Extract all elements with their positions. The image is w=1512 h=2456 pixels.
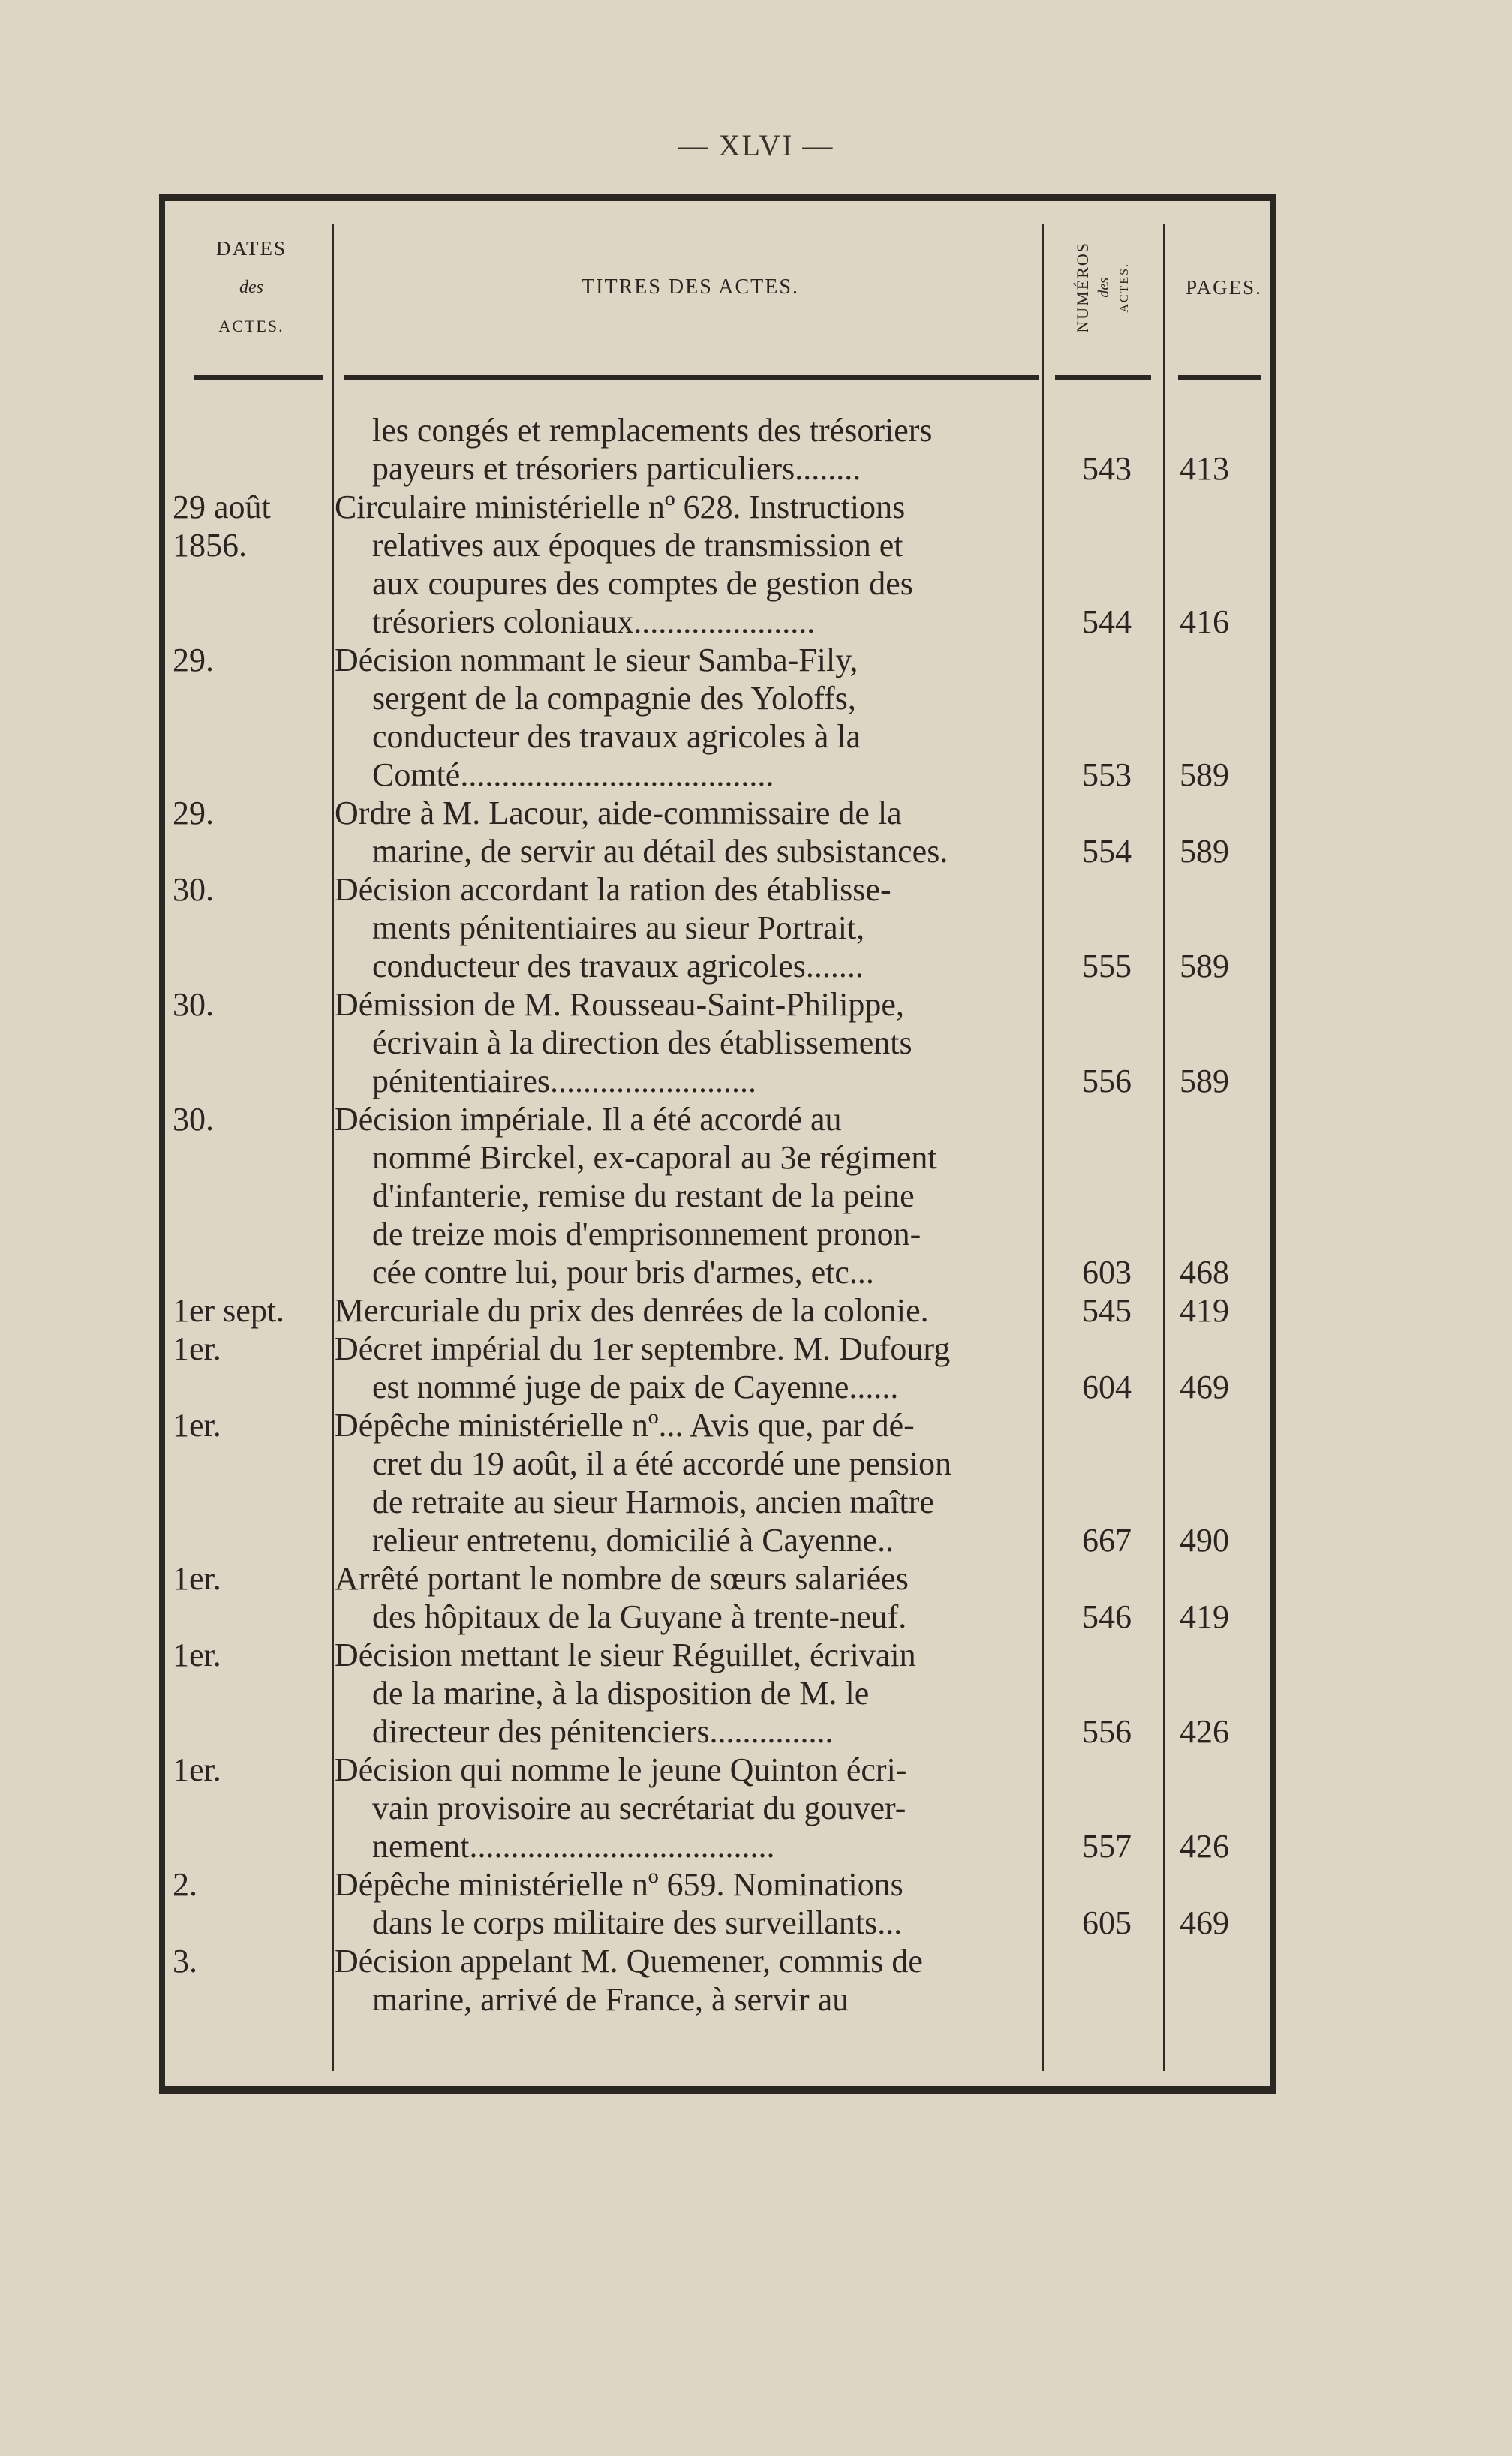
act-date: 1er. [173, 1637, 221, 1673]
act-title-line: sergent de la compagnie des Yoloffs, [372, 680, 856, 717]
act-title-line: aux coupures des comptes de gestion des [372, 565, 913, 602]
table-row [0, 832, 1512, 870]
act-title-line: de la marine, à la disposition de M. le [372, 1675, 870, 1712]
act-title-line: relieur entretenu, domicilié à Cayenne.. [372, 1522, 894, 1559]
act-number: 553 [1082, 756, 1132, 793]
act-number: 604 [1082, 1369, 1132, 1405]
act-page: 490 [1180, 1522, 1229, 1559]
act-title-line: d'infanterie, remise du restant de la peine [372, 1177, 915, 1214]
act-date: 30. [173, 871, 214, 908]
act-title-line: Décision impériale. Il a été accordé au [335, 1101, 842, 1138]
act-page: 589 [1180, 948, 1229, 985]
act-title-line: Décision accordant la ration des établisse- [335, 871, 891, 908]
act-title-line: les congés et remplacements des trésoriers [372, 412, 933, 449]
act-title-line: relatives aux époques de transmission et [372, 527, 903, 564]
header-numbers [1045, 231, 1163, 344]
act-date: 1er sept. [173, 1292, 285, 1329]
act-title-line: nommé Birckel, ex-caporal au 3e régiment [372, 1139, 937, 1176]
act-date: 1er. [173, 1330, 221, 1367]
act-date: 1er. [173, 1560, 221, 1597]
table-row [0, 756, 1512, 794]
act-number: 557 [1082, 1828, 1132, 1865]
act-page: 426 [1180, 1713, 1229, 1750]
table-row [0, 1636, 1512, 1674]
act-number: 555 [1082, 948, 1132, 985]
table-row [0, 1904, 1512, 1942]
act-title-line: Dépêche ministérielle nº... Avis que, par dé- [335, 1407, 915, 1444]
table-row [0, 1253, 1512, 1291]
act-date: 1856. [173, 527, 247, 564]
act-title-line: Décision mettant le sieur Réguillet, écrivain [335, 1637, 916, 1673]
table-row [0, 1291, 1512, 1330]
table-row [0, 1865, 1512, 1904]
table-row [0, 1024, 1512, 1062]
act-title-line: Décision qui nomme le jeune Quinton écri- [335, 1751, 907, 1788]
table-row [0, 1598, 1512, 1636]
act-title-line: dans le corps militaire des surveillants... [372, 1904, 903, 1941]
act-page: 468 [1180, 1254, 1229, 1291]
table-row [0, 641, 1512, 679]
header-numbers-line: des [1096, 277, 1112, 298]
header-rule [194, 375, 323, 380]
act-title-line: écrivain à la direction des établissements [372, 1024, 912, 1061]
act-title-line: conducteur des travaux agricoles....... [372, 948, 864, 985]
table-row [0, 1215, 1512, 1253]
table-row [0, 717, 1512, 756]
table-row [0, 564, 1512, 603]
table-row [0, 1062, 1512, 1100]
table-row [0, 985, 1512, 1024]
act-title-line: trésoriers coloniaux...................... [372, 603, 816, 640]
table-row [0, 1789, 1512, 1827]
header-rule [1178, 375, 1261, 380]
table-row [0, 1444, 1512, 1483]
act-page: 469 [1180, 1904, 1229, 1941]
table-row [0, 947, 1512, 985]
act-title-line: Démission de M. Rousseau-Saint-Philippe, [335, 986, 904, 1023]
header-titles [345, 231, 1036, 344]
act-page: 419 [1180, 1292, 1229, 1329]
act-number: 543 [1082, 450, 1132, 487]
table-row [0, 1559, 1512, 1598]
header-dates-line: ACTES. [218, 317, 284, 335]
act-date: 30. [173, 986, 214, 1023]
header-titles-label: TITRES DES ACTES. [582, 275, 799, 299]
table-row [0, 1942, 1512, 1980]
act-number: 603 [1082, 1254, 1132, 1291]
act-title-line: marine, arrivé de France, à servir au [372, 1981, 849, 2018]
act-title-line: Arrêté portant le nombre de sœurs salariées [335, 1560, 909, 1597]
table-row [0, 449, 1512, 488]
act-page: 413 [1180, 450, 1229, 487]
table-row [0, 794, 1512, 832]
header-pages [1168, 231, 1280, 344]
act-page: 589 [1180, 756, 1229, 793]
act-date: 1er. [173, 1751, 221, 1788]
table-row [0, 1483, 1512, 1521]
act-date: 1er. [173, 1407, 221, 1444]
act-page: 589 [1180, 1063, 1229, 1099]
act-title-line: directeur des pénitenciers............... [372, 1713, 834, 1750]
table-row [0, 1177, 1512, 1215]
act-date: 30. [173, 1101, 214, 1138]
table-row [0, 1674, 1512, 1712]
act-title-line: Décision nommant le sieur Samba-Fily, [335, 642, 858, 678]
act-title-line: Décret impérial du 1er septembre. M. Dufourg [335, 1330, 951, 1367]
table-row [0, 1406, 1512, 1444]
act-title-line: Ordre à M. Lacour, aide-commissaire de la [335, 795, 902, 831]
act-title-line: des hôpitaux de la Guyane à trente-neuf. [372, 1598, 907, 1635]
header-rule [344, 375, 1039, 380]
act-page: 426 [1180, 1828, 1229, 1865]
table-row [0, 1980, 1512, 2019]
header-numbers-line: NUMÉROS [1073, 242, 1092, 333]
act-number: 545 [1082, 1292, 1132, 1329]
act-title-line: pénitentiaires......................... [372, 1063, 757, 1099]
act-page: 419 [1180, 1598, 1229, 1635]
act-number: 605 [1082, 1904, 1132, 1941]
table-row [0, 603, 1512, 641]
act-title-line: Comté...................................... [372, 756, 774, 793]
act-title-line: cret du 19 août, il a été accordé une pension [372, 1445, 952, 1482]
act-page: 416 [1180, 603, 1229, 640]
table-row [0, 1712, 1512, 1751]
act-title-line: Décision appelant M. Quemener, commis de [335, 1943, 923, 1980]
act-date: 3. [173, 1943, 197, 1980]
act-date: 29. [173, 642, 214, 678]
table-row [0, 909, 1512, 947]
header-dates-line: DATES [215, 237, 287, 260]
header-dates-line: des [239, 278, 263, 297]
act-title-line: est nommé juge de paix de Cayenne...... [372, 1369, 899, 1405]
act-date: 2. [173, 1866, 197, 1903]
header-dates [180, 231, 323, 344]
act-title-line: cée contre lui, pour bris d'armes, etc... [372, 1254, 874, 1291]
act-title-line: nement..................................... [372, 1828, 775, 1865]
act-number: 556 [1082, 1713, 1132, 1750]
act-title-line: marine, de servir au détail des subsistances. [372, 833, 948, 870]
table-row [0, 526, 1512, 564]
act-title-line: payeurs et trésoriers particuliers........ [372, 450, 861, 487]
act-title-line: Circulaire ministérielle nº 628. Instructions [335, 488, 906, 525]
act-page: 469 [1180, 1369, 1229, 1405]
act-number: 554 [1082, 833, 1132, 870]
act-page: 589 [1180, 833, 1229, 870]
header-rule [1055, 375, 1151, 380]
table-row [0, 411, 1512, 449]
table-row [0, 488, 1512, 526]
act-date: 29 août [173, 488, 271, 525]
act-number: 667 [1082, 1522, 1132, 1559]
act-number: 544 [1082, 603, 1132, 640]
act-title-line: de treize mois d'emprisonnement pronon- [372, 1216, 921, 1252]
table-row [0, 1751, 1512, 1789]
header-numbers-line: ACTES. [1118, 262, 1131, 313]
page-number: — XLVI — [678, 128, 834, 162]
act-title-line: Dépêche ministérielle nº 659. Nominations [335, 1866, 903, 1903]
table-row [0, 679, 1512, 717]
table-row [0, 1521, 1512, 1559]
act-title-line: ments pénitentiaires au sieur Portrait, [372, 909, 865, 946]
act-date: 29. [173, 795, 214, 831]
act-number: 546 [1082, 1598, 1132, 1635]
act-title-line: Mercuriale du prix des denrées de la colonie. [335, 1292, 929, 1329]
table-row [0, 1368, 1512, 1406]
table-row [0, 1100, 1512, 1138]
act-number: 556 [1082, 1063, 1132, 1099]
table-row [0, 870, 1512, 909]
table-row [0, 1138, 1512, 1177]
act-title-line: de retraite au sieur Harmois, ancien maître [372, 1484, 934, 1520]
act-title-line: conducteur des travaux agricoles à la [372, 718, 861, 755]
header-pages-label: PAGES. [1186, 275, 1262, 299]
act-title-line: vain provisoire au secrétariat du gouver- [372, 1790, 906, 1826]
table-row [0, 1827, 1512, 1865]
table-row [0, 1330, 1512, 1368]
